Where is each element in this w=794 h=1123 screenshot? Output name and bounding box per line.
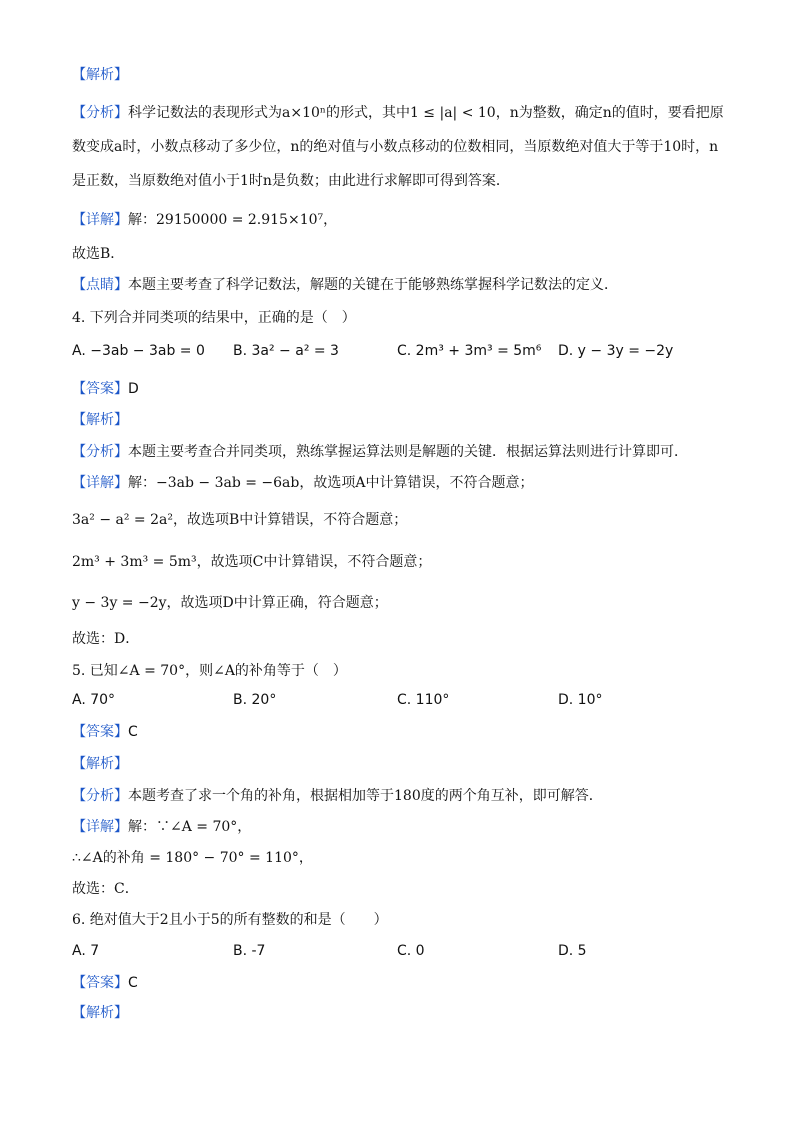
- q6-analysis-heading: 【解析】: [72, 1005, 128, 1021]
- q4-option-a: A. −3ab − 3ab = 0: [72, 343, 205, 359]
- analysis-heading: 【解析】: [72, 67, 128, 83]
- q5-stem: 5. 已知∠A = 70°，则∠A的补角等于（ ）: [72, 663, 347, 679]
- q5-detail-line-1: 【详解】解：∵∠A = 70°，: [72, 819, 252, 835]
- q5-fenxi-line: 【分析】本题考查了求一个角的补角，根据相加等于180度的两个角互补，即可解答．: [72, 788, 603, 804]
- q4-detail-line-3: 2m³ + 3m³ = 5m³，故选项C中计算错误，不符合题意；: [72, 554, 432, 570]
- q5-answer-line: 【答案】C: [72, 724, 138, 740]
- q5-option-d: D. 10°: [558, 692, 603, 708]
- q5-conclusion: 故选：C．: [72, 881, 139, 897]
- q4-option-d: D. y − 3y = −2y: [558, 343, 674, 359]
- q4-analysis-heading: 【解析】: [72, 412, 128, 428]
- q4-option-c: C. 2m³ + 3m³ = 5m⁶: [397, 343, 542, 359]
- q4-detail-line-1: 【详解】解：−3ab − 3ab = −6ab，故选项A中计算错误，不符合题意；: [72, 475, 534, 491]
- q6-option-a: A. 7: [72, 943, 100, 959]
- q5-option-a: A. 70°: [72, 692, 116, 708]
- q4-conclusion: 故选：D．: [72, 631, 140, 647]
- q4-option-b: B. 3a² − a² = 3: [233, 343, 339, 359]
- q3-tip-line: 【点睛】本题主要考查了科学记数法，解题的关键在于能够熟练掌握科学记数法的定义．: [72, 277, 618, 293]
- q6-option-c: C. 0: [397, 943, 425, 959]
- q4-fenxi-line: 【分析】本题主要考查合并同类项，熟练掌握运算法则是解题的关键．根据运算法则进行计算即可．: [72, 444, 688, 460]
- q3-conclusion: 故选B．: [72, 246, 125, 262]
- q4-answer-line: 【答案】D: [72, 381, 139, 397]
- q6-answer-line: 【答案】C: [72, 975, 138, 991]
- q4-detail-line-4: y − 3y = −2y，故选项D中计算正确，符合题意；: [72, 595, 388, 611]
- q5-option-b: B. 20°: [233, 692, 277, 708]
- q3-fenxi-paragraph: 【分析】科学记数法的表现形式为a×10ⁿ的形式，其中1 ≤ |a| < 10，n为整数，确定n的值时，要看把原数变成a时，小数点移动了多少位，n的绝对值与小数点移动的位数相同，当原数绝对值大于等于10时，n是正数，当原数绝对值小于1时n是负数；由此进行求解即可得到答案．: [72, 105, 724, 189]
- q5-detail-line-2: ∴∠A的补角 = 180° − 70° = 110°，: [72, 850, 313, 866]
- q5-analysis-heading: 【解析】: [72, 756, 128, 772]
- q3-detail-line: 【详解】解：29150000 = 2.915×10⁷，: [72, 212, 338, 228]
- q4-stem: 4. 下列合并同类项的结果中，正确的是（ ）: [72, 310, 356, 326]
- q6-option-d: D. 5: [558, 943, 587, 959]
- q6-option-b: B. -7: [233, 943, 266, 959]
- q5-option-c: C. 110°: [397, 692, 450, 708]
- q4-detail-line-2: 3a² − a² = 2a²，故选项B中计算错误，不符合题意；: [72, 512, 408, 528]
- q6-stem: 6. 绝对值大于2且小于5的所有整数的和是（ ）: [72, 912, 388, 928]
